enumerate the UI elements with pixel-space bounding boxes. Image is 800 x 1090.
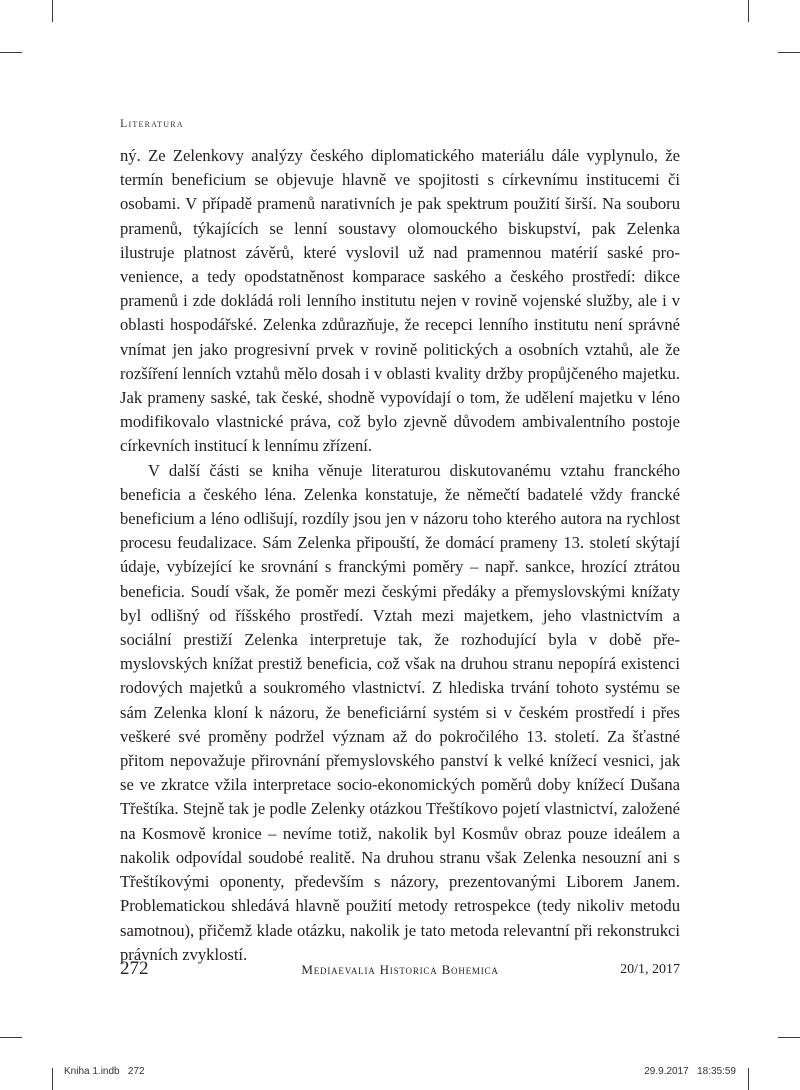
crop-mark-bottom-right — [748, 1068, 749, 1090]
crop-mark-top-left — [52, 0, 53, 22]
body-text — [120, 144, 680, 967]
paragraph: ný. Ze Zelenkovy analýzy českého diplomatického materiálu dále vyplynulo, že termín beneficium se objevuje hlavně ve spojitosti s církevnímu institucemi či osobami. V případě pramenů narativních je pak spektrum použití širší. Na souboru pramenů, týkajících se lenní soustavy olomouckého biskupství, pak Zelenka ilustruje platnost závěrů, které vyslovil už nad pramennou matérií saské provenience, a tedy opodstatněnost komparace saského a českého prostředí: dikce pramenů i zde dokládá roli lenního institutu nejen v rovině vojenské služby, ale i v oblasti hospodářské. Zelenka zdůrazňuje, že recepci lenního institutu není správné vnímat jen jako progresivní prvek v rovině politických a osobních vztahů, ale že rozšíření lenních vztahů mělo dosah i v oblasti kvality držby propůjčeného majetku. Jak prameny saské, tak české, shodně vypovídají o tom, že udělení majetku v léno modifikovalo vlastnické práva, což bylo zjevně důvodem ambivalentního postoje církevních institucí k lennímu zřízení. — [120, 146, 680, 456]
crop-mark-right-bottom — [778, 1037, 800, 1038]
crop-mark-left-bottom — [0, 1037, 22, 1038]
running-head: Literatura — [120, 116, 184, 130]
print-slug-file: Kniha 1.indb 272 — [64, 1066, 145, 1077]
print-slug-timestamp: 29.9.2017 18:35:59 — [644, 1066, 736, 1077]
crop-mark-right-top — [778, 52, 800, 53]
paragraph: V další části se kniha věnuje literaturou diskutovanému vztahu franckého beneficia a českého léna. Zelenka konstatuje, že němečtí badatelé vždy francké beneficium a léno odlišují, rozdíly jsou jen v názoru toho kterého autora na rychlost procesu feudalizace. Sám Zelenka připouští, že domácí prameny 13. století skýtají údaje, vybízející ke srovnání s franckými poměry – např. sankce, hrozící ztrátou beneficia. Soudí však, že poměr mezi českými předáky a přemyslovskými knížaty byl odlišný od říšského prostředí. Vztah mezi majetkem, jeho vlastnictvím a sociální prestiží Zelenka interpretuje tak, že rozhodující byla v době přemyslovských knížat prestiž beneficia, což však na druhou stranu nepopírá existenci rodových majetků a soukromého vlastnictví. Z hlediska trvání tohoto systému se sám Zelenka kloní k názoru, že beneficiární systém si v českém prostředí i přes veškeré své proměny podržel význam až do pokročilého 13. století. Za šťastné přitom nepovažuje přirovnání přemyslovského panství k velké knížecí vesnici, jak se ve zkratce vžila interpretace socio-ekonomických poměrů doby knížecí Dušana Třeštíka. Stejně tak je podle Zelenky otázkou Třeštíkovo pojetí vlastnictví, založené na Kosmově kronice – nevíme totiž, nakolik byl Kosmův obraz pouze ideálem a nakolik odpovídal soudobé realitě. Na druhou stranu však Zelenka nesouzní ani s Třeštíkovými oponenty, především s názory, prezentovanými Liborem Janem. Problematickou shledává hlavně použití metody retrospekce (tedy nikoliv metodu samotnou), přičemž klade otázku, nakolik je tato metoda relevantní při rekonstrukci právních zvyklostí. — [120, 460, 680, 964]
issue-label: 20/1, 2017 — [620, 962, 680, 977]
page-number: 272 — [120, 958, 149, 979]
crop-mark-top-right — [748, 0, 749, 22]
journal-title: Mediaevalia Historica Bohemica — [301, 962, 499, 977]
crop-mark-bottom-left — [52, 1068, 53, 1090]
crop-mark-left-top — [0, 52, 22, 53]
